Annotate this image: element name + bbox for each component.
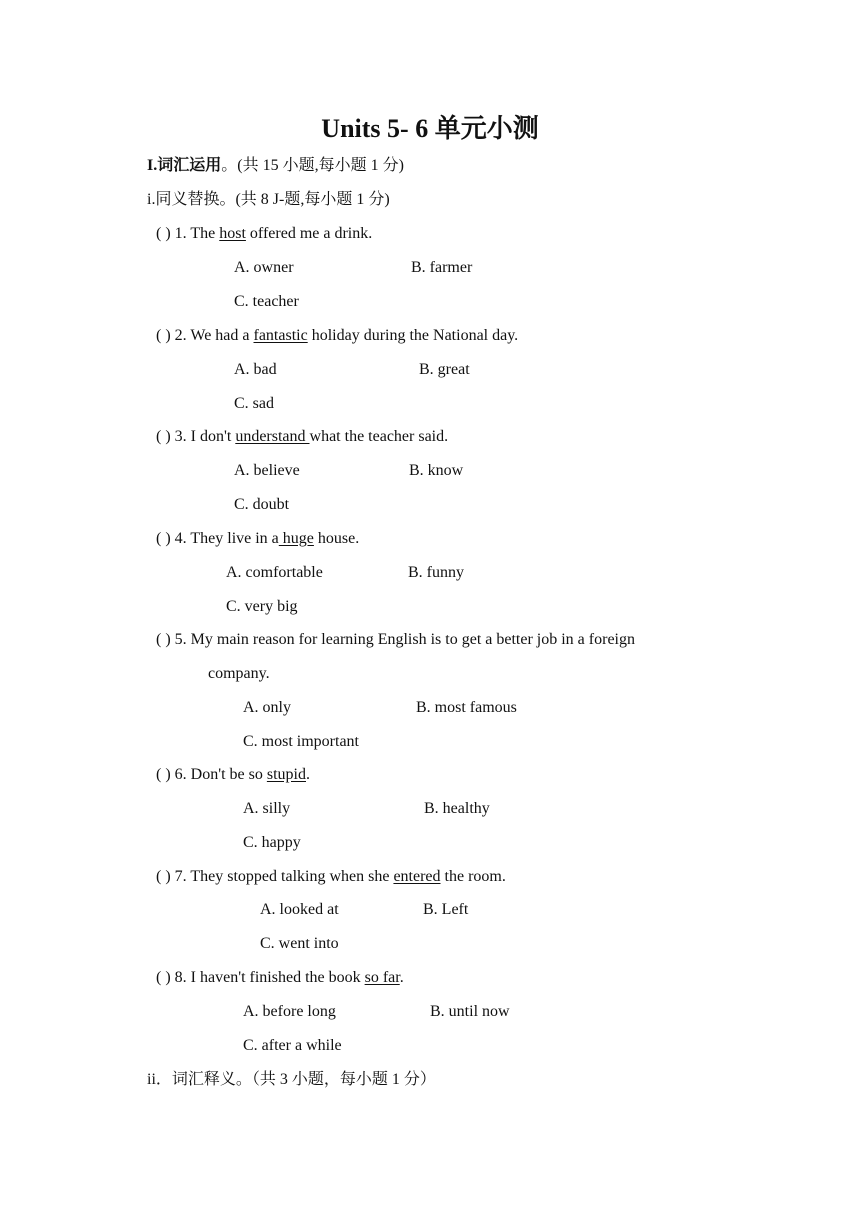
option-b: B. funny xyxy=(408,564,464,581)
underlined-word: understand xyxy=(235,428,310,445)
option-c: C. after a while xyxy=(243,1037,342,1054)
option-c: C. doubt xyxy=(234,496,290,513)
question-text: ( ) 4. They live in a xyxy=(156,530,279,547)
question-text: ( ) 1. The xyxy=(156,225,220,242)
section-heading xyxy=(147,156,404,176)
underlined-word: entered xyxy=(393,868,441,885)
option-b: B. most famous xyxy=(416,699,517,716)
option-a: A. believe xyxy=(234,462,300,479)
option-c: C. sad xyxy=(234,395,274,412)
option-c: C. went into xyxy=(260,935,339,952)
question-1 xyxy=(156,224,372,244)
option-a: A. looked at xyxy=(260,901,339,918)
question-text: offered me a drink. xyxy=(245,225,373,242)
question-3 xyxy=(156,427,448,447)
question-4 xyxy=(156,529,359,549)
underlined-word: fantastic xyxy=(253,327,308,344)
question-text: ( ) 8. I haven't finished the book xyxy=(156,969,365,986)
question-text: holiday during the National day. xyxy=(307,327,519,344)
section-scoring: 。(共 15 小题,每小题 1 分) xyxy=(221,157,404,174)
underlined-word: stupid xyxy=(266,766,306,783)
question-2 xyxy=(156,326,518,346)
option-a: A. bad xyxy=(234,361,277,378)
option-c: C. most important xyxy=(243,733,359,750)
option-b: B. farmer xyxy=(411,259,473,276)
option-a: A. silly xyxy=(243,800,291,817)
section-label: I.词汇运用 xyxy=(147,157,222,174)
underlined-word: huge xyxy=(278,530,314,547)
underlined-word: so far xyxy=(364,969,400,986)
option-b: B. great xyxy=(419,361,470,378)
option-a: A. before long xyxy=(243,1003,336,1020)
option-a: A. comfortable xyxy=(226,564,323,581)
option-c: C. very big xyxy=(226,598,298,615)
question-5-continuation: company. xyxy=(208,665,270,682)
question-text: ( ) 3. I don't xyxy=(156,428,236,445)
question-text: ( ) 7. They stopped talking when she xyxy=(156,868,394,885)
question-text: house. xyxy=(313,530,360,547)
option-b: B. until now xyxy=(430,1003,510,1020)
option-c: C. happy xyxy=(243,834,301,851)
subsection-heading-i: i.同义替换。(共 8 J-题,每小题 1 分) xyxy=(147,191,390,208)
underlined-word: host xyxy=(219,225,246,242)
option-b: B. healthy xyxy=(424,800,490,817)
option-b: B. know xyxy=(409,462,464,479)
question-text: . xyxy=(306,766,310,783)
page-title: Units 5- 6 单元小测 xyxy=(321,114,539,143)
question-5: ( ) 5. My main reason for learning English is to get a better job in a foreign xyxy=(156,631,635,648)
question-7 xyxy=(156,867,506,887)
question-6 xyxy=(156,765,310,785)
question-text: what the teacher said. xyxy=(309,428,449,445)
question-text: ( ) 6. Don't be so xyxy=(156,766,267,783)
question-text: . xyxy=(399,969,404,986)
option-a: A. owner xyxy=(234,259,294,276)
question-8 xyxy=(156,968,404,988)
option-a: A. only xyxy=(243,699,291,716)
question-text: ( ) 2. We had a xyxy=(156,327,254,344)
subsection-heading-ii: ii．词汇释义。（共 3 小题，每小题 1 分） xyxy=(147,1071,436,1088)
option-b: B. Left xyxy=(423,901,469,918)
option-c: C. teacher xyxy=(234,293,299,310)
question-text: the room. xyxy=(440,868,506,885)
